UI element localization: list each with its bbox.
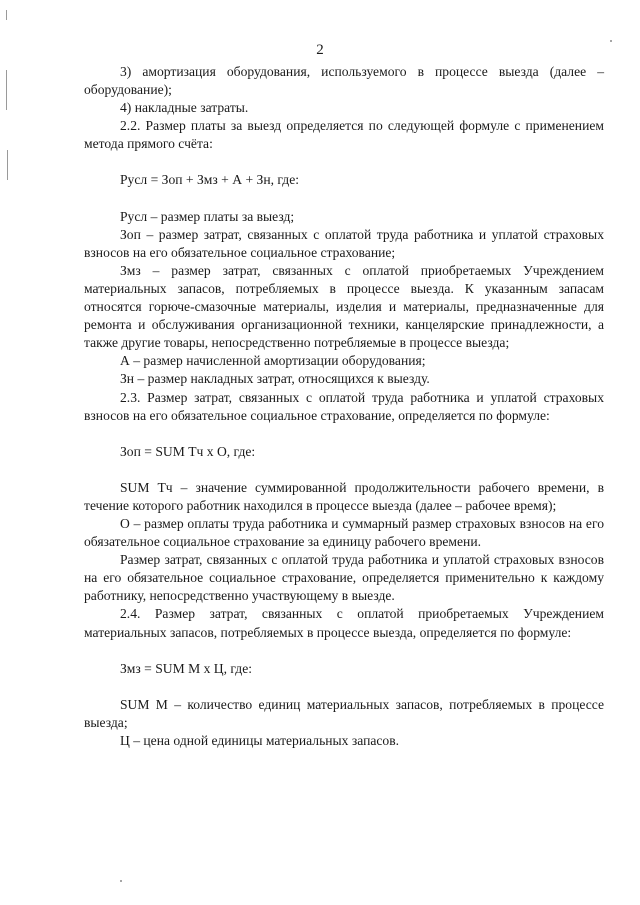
paragraph-2-4: 2.4. Размер затрат, связанных с оплатой приобретаемых Учреждением материальных запасов, потребляемых в процессе выезда, определяется по формуле:	[84, 606, 604, 640]
definition-zn: Зн – размер накладных затрат, относящихся к выезду.	[120, 371, 430, 387]
paragraph-list-item-3: 3) амортизация оборудования, используемого в процессе выезда (далее – оборудование);	[84, 64, 604, 98]
definition-rusl: Русл – размер платы за выезд;	[120, 208, 295, 224]
document-body	[84, 63, 604, 750]
scan-edge-mark	[6, 70, 7, 110]
definition-sum-m: SUM М – количество единиц материальных запасов, потребляемых в процессе выезда;	[84, 696, 604, 730]
definition-zmz: Змз – размер затрат, связанных с оплатой приобретаемых Учреждением материальных запасов, потребляемых в процессе выезда. К указанным запасам относятся горюче-смазочные материалы, изделия и материалы, предназначенные для ремонта и обслуживания организационной техники, канцелярские принадлежности, а также другие товары, непосредственно потребляемые в процессе выезда;	[84, 262, 604, 351]
page-number: 2	[316, 42, 324, 58]
formula-zop: Зоп = SUM Тч х О, где:	[120, 443, 256, 459]
scan-edge-mark	[6, 10, 7, 20]
scan-edge-mark	[7, 150, 8, 180]
formula-rusl: Русл = Зоп + Змз + А + Зн, где:	[120, 172, 300, 188]
definition-sum-tch: SUM Тч – значение суммированной продолжительности рабочего времени, в течение которого работник находился в процессе выезда (далее – рабочее время);	[84, 479, 604, 513]
definition-a: А – размер начисленной амортизации оборудования;	[120, 353, 426, 369]
paragraph-list-item-4: 4) накладные затраты.	[120, 100, 249, 116]
definition-o: О – размер оплаты труда работника и суммарный размер страховых взносов на его обязательное социальное страхование за единицу рабочего времени.	[84, 515, 604, 550]
scan-speck	[610, 40, 612, 42]
paragraph-2-3: 2.3. Размер затрат, связанных с оплатой труда работника и уплатой страховых взносов на его обязательное социальное страхование, определяется по формуле:	[84, 389, 604, 423]
formula-zmz: Змз = SUM М х Ц, где:	[120, 660, 253, 676]
paragraph-labor-costs: Размер затрат, связанных с оплатой труда работника и уплатой страховых взносов на его обязательное социальное страхование, определяется применительно к каждому работнику, непосредственно участвующему в выезде.	[84, 552, 604, 604]
definition-zop: Зоп – размер затрат, связанных с оплатой труда работника и уплатой страховых взносов на его обязательное социальное страхование;	[84, 226, 604, 260]
scan-speck	[120, 880, 122, 882]
paragraph-2-2: 2.2. Размер платы за выезд определяется по следующей формуле с применением метода прямого счёта:	[84, 118, 604, 152]
definition-ts: Ц – цена одной единицы материальных запасов.	[120, 732, 400, 748]
